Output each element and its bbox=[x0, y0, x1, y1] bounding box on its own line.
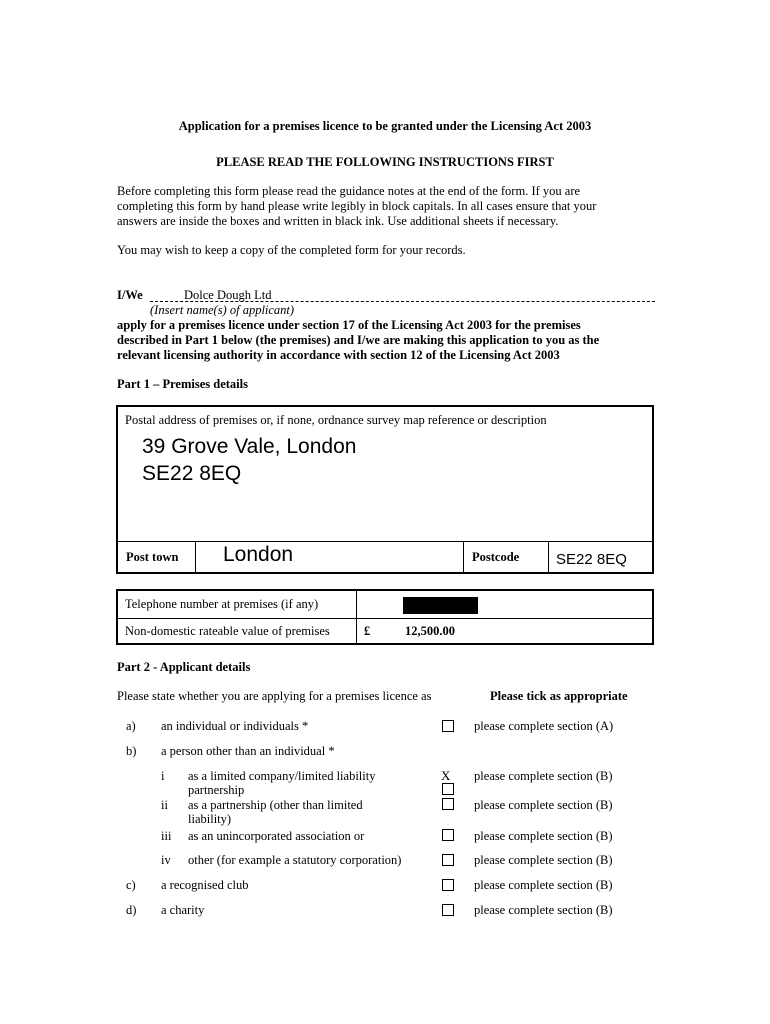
option-line: partnership bbox=[188, 783, 245, 797]
telephone-label: Telephone number at premises (if any) bbox=[125, 597, 319, 611]
applicant-type-question: Please state whether you are applying for a premises licence as bbox=[117, 689, 432, 703]
option-b-iii-note: please complete section (B) bbox=[474, 829, 613, 843]
applicant-name-underline bbox=[150, 301, 655, 302]
post-town-field[interactable]: London bbox=[223, 543, 294, 566]
tick-heading: Please tick as appropriate bbox=[490, 689, 628, 703]
postcode-label: Postcode bbox=[472, 550, 520, 564]
option-c-letter: c) bbox=[126, 878, 136, 892]
statement-line: described in Part 1 below (the premises) and I/we are making this application to you as the bbox=[117, 333, 600, 347]
intro-line: completing this form by hand please write legibly in block capitals. In all cases ensure that your bbox=[117, 199, 597, 213]
statement-line: apply for a premises licence under section 17 of the Licensing Act 2003 for the premises bbox=[117, 318, 581, 332]
instructions-heading: PLEASE READ THE FOLLOWING INSTRUCTIONS FIRST bbox=[216, 155, 554, 169]
applicant-statement bbox=[117, 318, 599, 363]
copy-note: You may wish to keep a copy of the completed form for your records. bbox=[117, 243, 466, 257]
option-b-iv-note: please complete section (B) bbox=[474, 853, 613, 867]
option-line: as a limited company/limited liability bbox=[188, 769, 376, 783]
intro-paragraph bbox=[117, 184, 596, 229]
divider bbox=[463, 541, 464, 572]
option-b-iii-checkbox[interactable] bbox=[442, 829, 454, 841]
applicant-name-field[interactable]: Dolce Dough Ltd bbox=[184, 288, 272, 302]
option-b-iii-label: as an unincorporated association or bbox=[188, 829, 365, 843]
divider bbox=[118, 618, 652, 619]
option-c-note: please complete section (B) bbox=[474, 878, 613, 892]
address-line: SE22 8EQ bbox=[142, 462, 242, 485]
option-b-i-tick-mark: X bbox=[441, 768, 451, 783]
option-d-letter: d) bbox=[126, 903, 137, 917]
option-d-checkbox[interactable] bbox=[442, 904, 454, 916]
address-label: Postal address of premises or, if none, ordnance survey map reference or description bbox=[125, 413, 547, 427]
telephone-rateable-box bbox=[116, 589, 654, 645]
intro-line: answers are inside the boxes and written in black ink. Use additional sheets if necessary. bbox=[117, 214, 559, 228]
option-b-i-checkbox[interactable] bbox=[442, 783, 454, 795]
option-b-iii-number: iii bbox=[161, 829, 172, 843]
option-b-ii-checkbox[interactable] bbox=[442, 798, 454, 810]
option-b-iv-checkbox[interactable] bbox=[442, 854, 454, 866]
option-c-checkbox[interactable] bbox=[442, 879, 454, 891]
option-b-iv-number: iv bbox=[161, 853, 171, 867]
option-b-i-note: please complete section (B) bbox=[474, 769, 613, 783]
divider bbox=[118, 541, 652, 542]
option-b-ii-label bbox=[188, 798, 363, 826]
postcode-field[interactable]: SE22 8EQ bbox=[556, 551, 627, 568]
address-line: 39 Grove Vale, London bbox=[142, 435, 357, 458]
premises-address-box bbox=[116, 405, 654, 574]
option-b-i-number: i bbox=[161, 769, 165, 783]
option-b-ii-note: please complete section (B) bbox=[474, 798, 613, 812]
option-d-label: a charity bbox=[161, 903, 205, 917]
option-c-label: a recognised club bbox=[161, 878, 249, 892]
part1-heading: Part 1 – Premises details bbox=[117, 377, 248, 391]
statement-line: relevant licensing authority in accordance with section 12 of the Licensing Act 2003 bbox=[117, 348, 560, 362]
divider bbox=[548, 541, 549, 572]
part2-heading: Part 2 - Applicant details bbox=[117, 660, 251, 674]
address-field[interactable] bbox=[142, 433, 356, 487]
option-b-i-label bbox=[188, 769, 375, 797]
option-b-iv-label: other (for example a statutory corporation) bbox=[188, 853, 402, 867]
form-title: Application for a premises licence to be granted under the Licensing Act 2003 bbox=[178, 119, 592, 133]
option-a-label: an individual or individuals * bbox=[161, 719, 309, 733]
option-a-note: please complete section (A) bbox=[474, 719, 614, 733]
option-b-label: a person other than an individual * bbox=[161, 744, 335, 758]
option-d-note: please complete section (B) bbox=[474, 903, 613, 917]
option-line: liability) bbox=[188, 812, 232, 826]
applicant-name-hint: (Insert name(s) of applicant) bbox=[150, 303, 295, 317]
iwe-label: I/We bbox=[117, 288, 143, 302]
option-b-ii-number: ii bbox=[161, 798, 168, 812]
telephone-field-redacted[interactable] bbox=[403, 597, 478, 614]
divider bbox=[356, 591, 357, 643]
option-a-checkbox[interactable] bbox=[442, 720, 454, 732]
rateable-value-field[interactable]: 12,500.00 bbox=[405, 624, 455, 638]
option-b-letter: b) bbox=[126, 744, 137, 758]
intro-line: Before completing this form please read the guidance notes at the end of the form. If you are bbox=[117, 184, 581, 198]
option-a-letter: a) bbox=[126, 719, 136, 733]
divider bbox=[195, 541, 196, 572]
rateable-label: Non-domestic rateable value of premises bbox=[125, 624, 330, 638]
option-line: as a partnership (other than limited bbox=[188, 798, 363, 812]
post-town-label: Post town bbox=[126, 550, 179, 564]
currency-symbol: £ bbox=[364, 624, 371, 638]
